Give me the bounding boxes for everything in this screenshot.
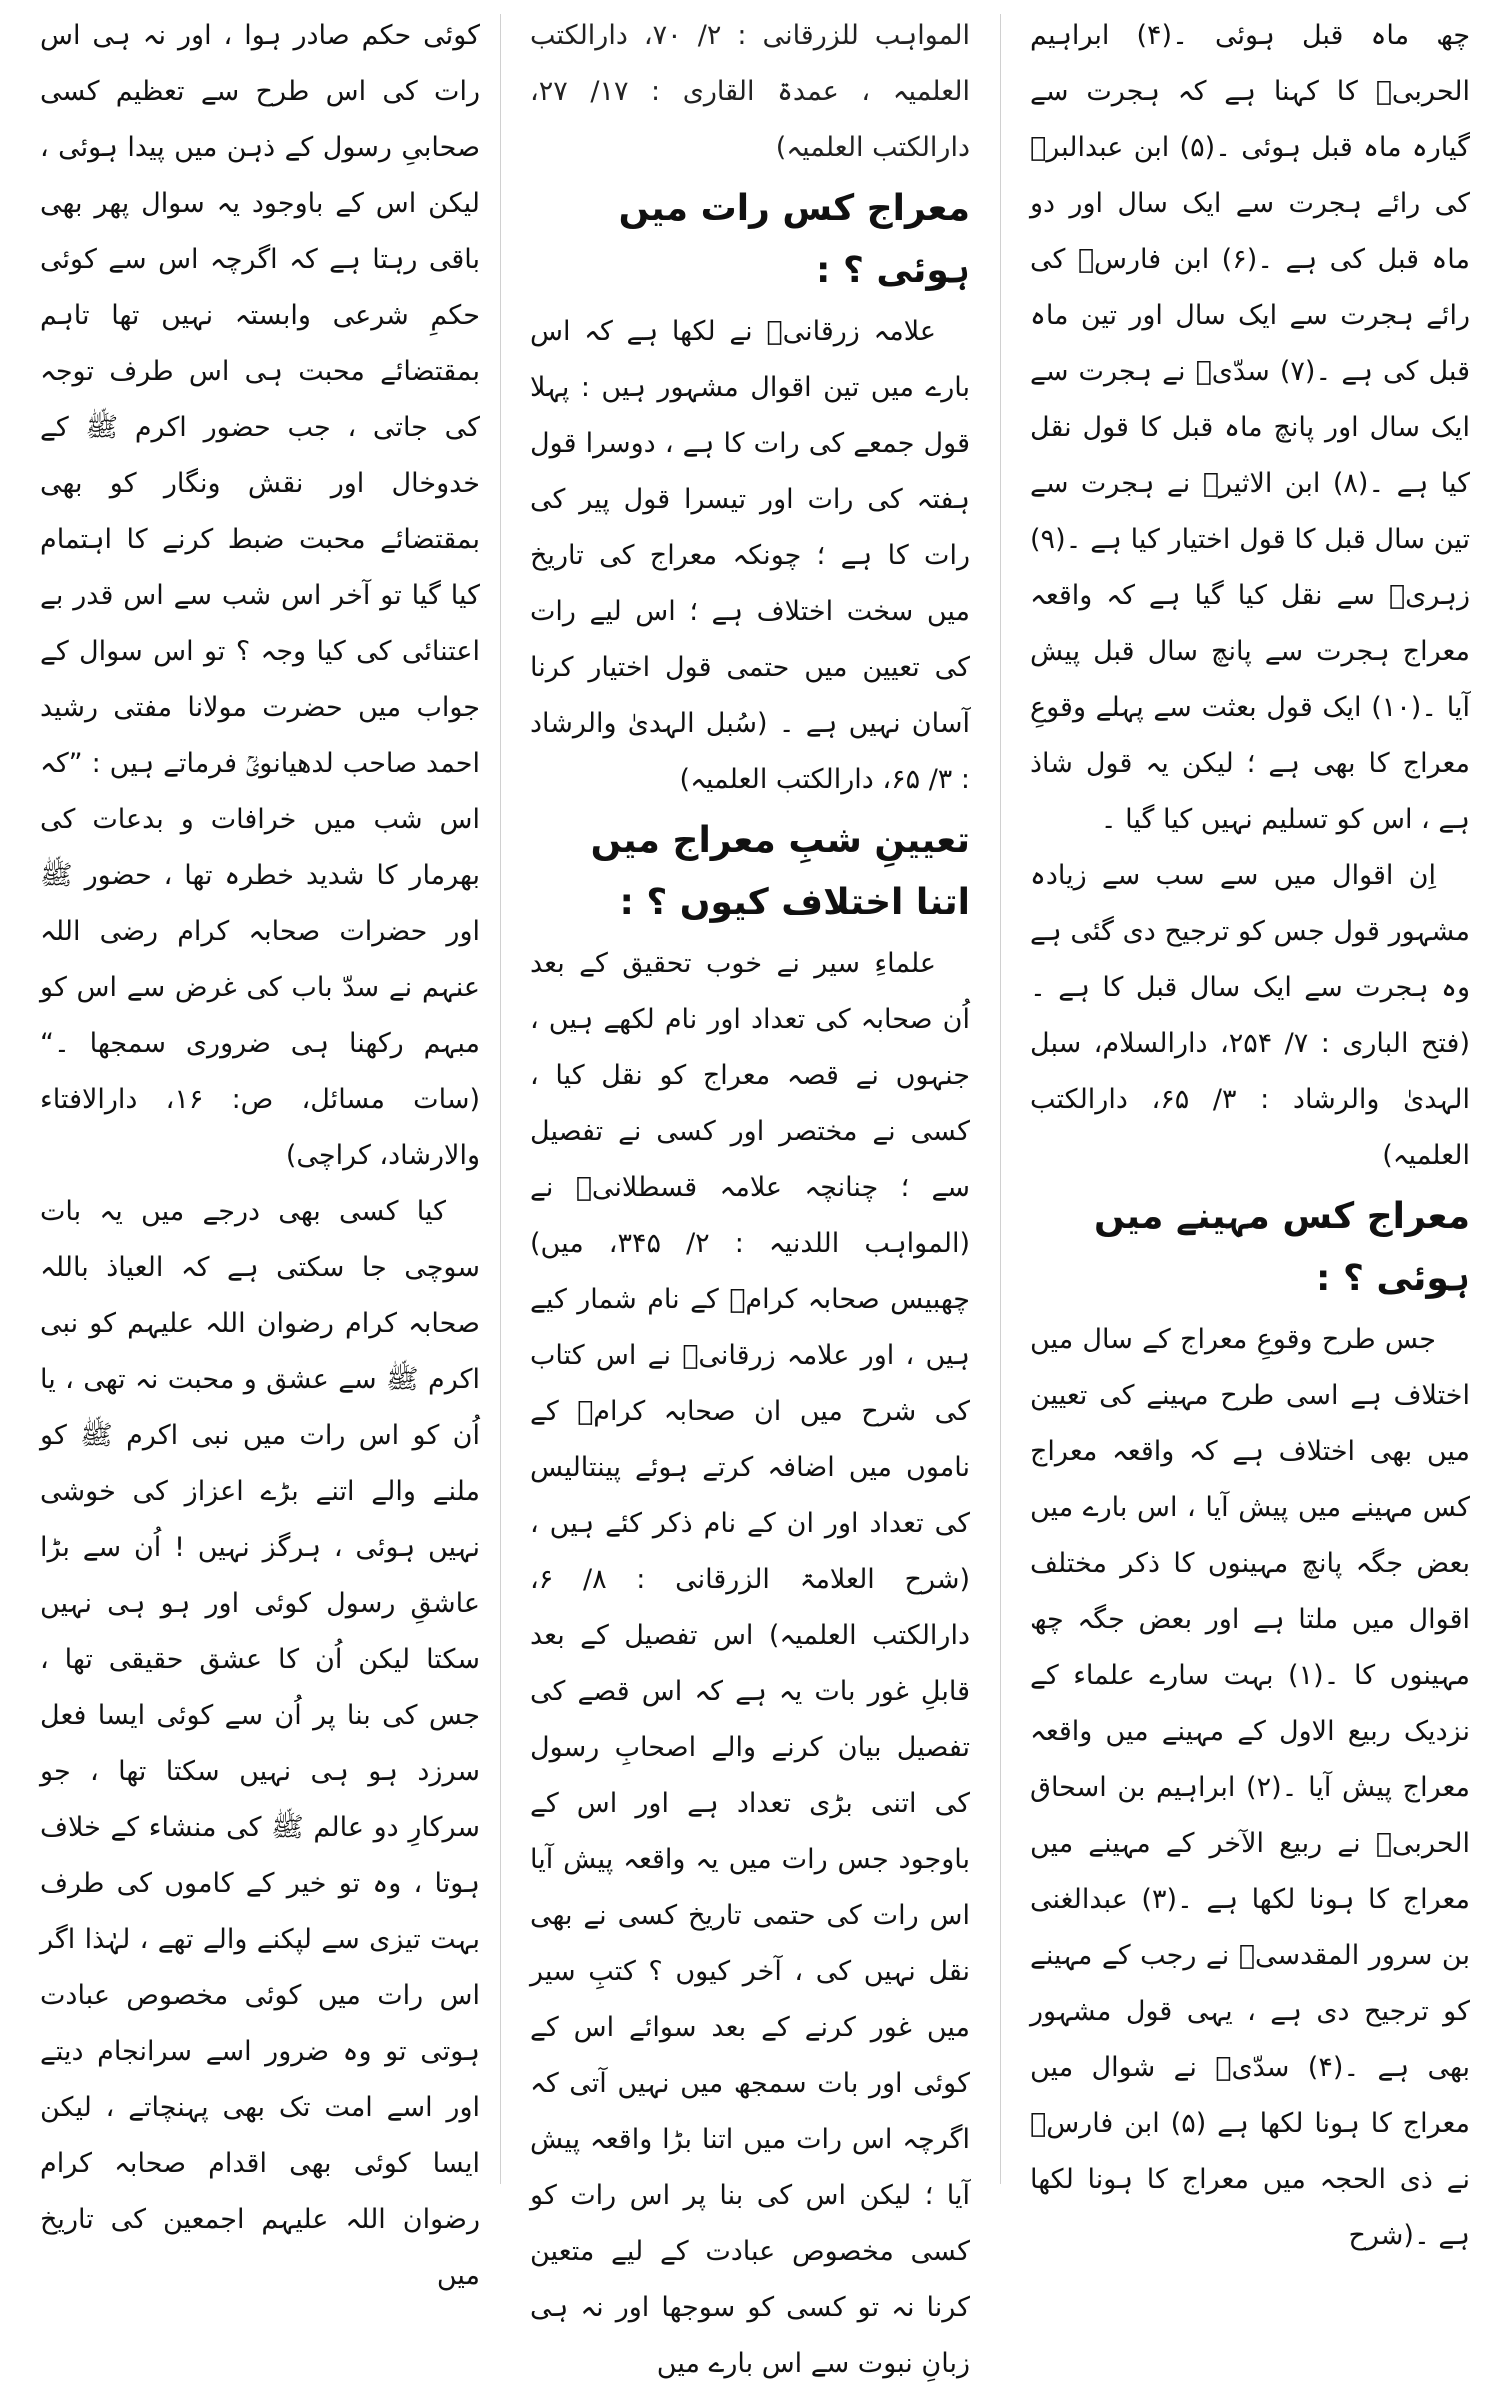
column-middle-text	[530, 8, 970, 2392]
paragraph: چھ ماہ قبل ہوئی ۔(۴) ابراہیم الحربیؒ کا کہنا ہے کہ ہجرت سے گیارہ ماہ قبل ہوئی ۔(۵) ابن عبدالبرؒ کی رائے ہجرت سے ایک سال اور دو ماہ قبل کی ہے ۔(۶) ابن فارسؒ کی رائے ہجرت سے ایک سال اور تین ماہ قبل کی ہے ۔(۷) سدّیؒ نے ہجرت سے ایک سال اور پانچ ماہ قبل کا قول نقل کیا ہے ۔(۸) ابن الاثیرؒ نے ہجرت سے تین سال قبل کا قول اختیار کیا ہے ۔(۹) زہریؒ سے نقل کیا گیا ہے کہ واقعہ معراج ہجرت سے پانچ سال قبل پیش آیا ۔(۱۰) ایک قول بعثت سے پہلے وقوعِ معراج کا بھی ہے ؛ لیکن یہ قول شاذ ہے ، اس کو تسلیم نہیں کیا گیا ۔	[1030, 20, 1471, 835]
section-heading: تعیینِ شبِ معراج میں اتنا اختلاف کیوں ؟ :	[590, 820, 970, 923]
paragraph: علماءِ سیر نے خوب تحقیق کے بعد اُن صحابہ کی تعداد اور نام لکھے ہیں ، جنہوں نے قصہ معراج کو نقل کیا ، کسی نے مختصر اور کسی نے تفصیل سے ؛ چنانچہ علامہ قسطلانیؒ نے (المواہب اللدنیہ : ۲/ ۳۴۵، میں) چھبیس صحابہ کرامؓ کے نام شمار کیے ہیں ، اور علامہ زرقانیؒ نے اس کتاب کی شرح میں ان صحابہ کرامؓ کے ناموں میں اضافہ کرتے ہوئے پینتالیس کی تعداد اور ان کے نام ذکر کئے ہیں ، (شرح العلامۃ الزرقانی : ۸/ ۶، دارالکتب العلمیہ) اس تفصیل کے بعد قابلِ غور بات یہ ہے کہ اس قصے کی تفصیل بیان کرنے والے اصحابِ رسول کی اتنی بڑی تعداد ہے اور اس کے باوجود جس رات میں یہ واقعہ پیش آیا اس رات کی حتمی تاریخ کسی نے بھی نقل نہیں کی ، آخر کیوں ؟ کتبِ سیر میں غور کرنے کے بعد سوائے اس کے کوئی اور بات سمجھ میں نہیں آتی کہ اگرچہ اس رات میں اتنا بڑا واقعہ پیش آیا ؛ لیکن اس کی بنا پر اس رات کو کسی مخصوص عبادت کے لیے متعین کرنا نہ تو کسی کو سوجھا اور نہ ہی زبانِ نبوت سے اس بارے میں	[530, 948, 971, 2379]
column-left-text	[40, 8, 480, 2304]
column-right	[1030, 8, 1471, 2251]
section-heading: معراج کس رات میں ہوئی ؟ :	[618, 188, 970, 291]
column-left	[40, 8, 480, 2291]
section-heading: معراج کس مہینے میں ہوئی ؟ :	[1094, 1196, 1470, 1299]
column-right-text	[1030, 8, 1470, 2264]
paragraph: علامہ زرقانیؒ نے لکھا ہے کہ اس بارے میں تین اقوال مشہور ہیں : پہلا قول جمعے کی رات کا ہے ، دوسرا قول ہفتہ کی رات اور تیسرا قول پیر کی رات کا ہے ؛ چونکہ معراج کی تاریخ میں سخت اختلاف ہے ؛ اس لیے رات کی تعیین میں حتمی قول اختیار کرنا آسان نہیں ہے ۔ (سُبل الہدیٰ والرشاد : ۳/ ۶۵، دارالکتب العلمیہ)	[530, 316, 970, 795]
paragraph: کیا کسی بھی درجے میں یہ بات سوچی جا سکتی ہے کہ العیاذ باللہ صحابہ کرام رضوان اللہ علیہم کو نبی اکرم ﷺ سے عشق و محبت نہ تھی ، یا اُن کو اس رات میں نبی اکرم ﷺ کو ملنے والے اتنے بڑے اعزاز کی خوشی نہیں ہوئی ، ہرگز نہیں ! اُن سے بڑا عاشقِ رسول کوئی اور ہو ہی نہیں سکتا لیکن اُن کا عشق حقیقی تھا ، جس کی بنا پر اُن سے کوئی ایسا فعل سرزد ہو ہی نہیں سکتا تھا ، جو سرکارِ دو عالم ﷺ کی منشاء کے خلاف ہوتا ، وہ تو خیر کے کاموں کی طرف بہت تیزی سے لپکنے والے تھے ، لہٰذا اگر اس رات میں کوئی مخصوص عبادت ہوتی تو وہ ضرور اسے سرانجام دیتے اور اسے امت تک بھی پہنچاتے ، لیکن ایسا کوئی بھی اقدام صحابہ کرام رضوان اللہ علیہم اجمعین کی تاریخ میں	[40, 1196, 480, 2291]
citation: المواہب للزرقانی : ۲/ ۷۰، دارالکتب العلمیہ ، عمدۃ القاری : ۱۷/ ۲۷، دارالکتب العلمیہ)	[530, 20, 970, 163]
column-middle	[530, 8, 971, 2379]
column-divider	[1000, 14, 1001, 2184]
paragraph: جس طرح وقوعِ معراج کے سال میں اختلاف ہے اسی طرح مہینے کی تعیین میں بھی اختلاف ہے کہ واقعہ معراج کس مہینے میں پیش آیا ، اس بارے میں بعض جگہ پانچ مہینوں کا ذکر مختلف اقوال میں ملتا ہے اور بعض جگہ چھ مہینوں کا ۔(۱) بہت سارے علماء کے نزدیک ربیع الاول کے مہینے میں واقعہ معراج پیش آیا ۔(۲) ابراہیم بن اسحاق الحربیؒ نے ربیع الآخر کے مہینے میں معراج کا ہونا لکھا ہے ۔(۳) عبدالغنی بن سرور المقدسیؒ نے رجب کے مہینے کو ترجیح دی ہے ، یہی قول مشہور بھی ہے ۔(۴) سدّیؒ نے شوال میں معراج کا ہونا لکھا ہے (۵) ابن فارسؒ نے ذی الحجہ میں معراج کا ہونا لکھا ہے ۔(شرح	[1030, 1324, 1471, 2251]
paragraph: اِن اقوال میں سے سب سے زیادہ مشہور قول جس کو ترجیح دی گئی ہے وہ ہجرت سے ایک سال قبل کا ہے ۔ (فتح الباری : ۷/ ۲۵۴، دارالسلام، سبل الہدیٰ والرشاد : ۳/ ۶۵، دارالکتب العلمیہ)	[1030, 860, 1470, 1171]
column-divider	[500, 14, 501, 2184]
paragraph: کوئی حکم صادر ہوا ، اور نہ ہی اس رات کی اس طرح سے تعظیم کسی صحابیِ رسول کے ذہن میں پیدا ہوئی ، لیکن اس کے باوجود یہ سوال پھر بھی باقی رہتا ہے کہ اگرچہ اس سے کوئی حکمِ شرعی وابستہ نہیں تھا تاہم بمقتضائے محبت ہی اس طرف توجہ کی جاتی ، جب حضور اکرم ﷺ کے خدوخال اور نقش ونگار کو بھی بمقتضائے محبت ضبط کرنے کا اہتمام کیا گیا تو آخر اس شب سے اس قدر بے اعتنائی کی کیا وجہ ؟ تو اس سوال کے جواب میں حضرت مولانا مفتی رشید احمد صاحب لدھیانویؒ فرماتے ہیں : ”کہ اس شب میں خرافات و بدعات کی بھرمار کا شدید خطرہ تھا ، حضور ﷺ اور حضرات صحابہ کرام رضی اللہ عنہم نے سدّ باب کی غرض سے اس کو مبہم رکھنا ہی ضروری سمجھا ۔“ (سات مسائل، ص: ۱۶، دارالافتاء والارشاد، کراچی)	[40, 20, 480, 1171]
